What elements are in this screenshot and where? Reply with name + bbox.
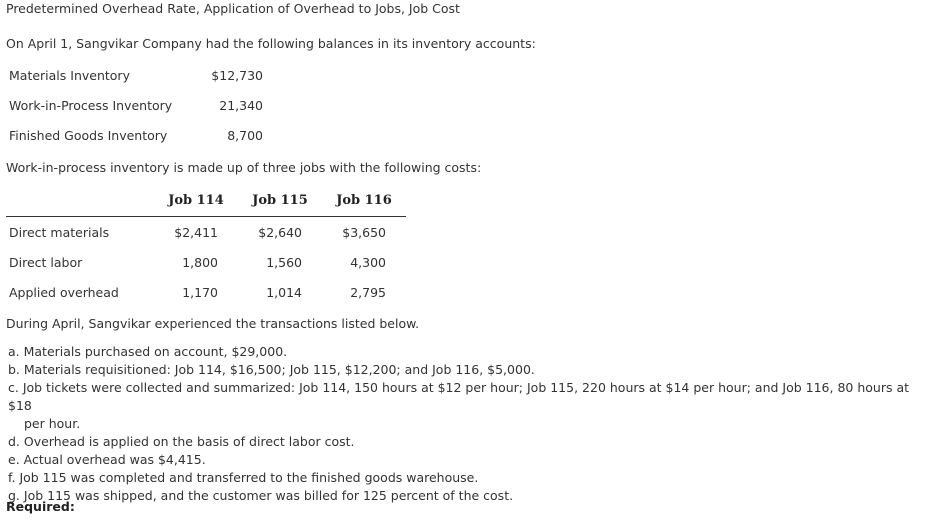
cost-cell: $2,640 bbox=[258, 225, 302, 240]
list-item bbox=[8, 361, 933, 379]
cost-cell: $3,650 bbox=[342, 225, 386, 240]
transaction-text-continued: per hour. bbox=[24, 416, 81, 431]
list-item bbox=[8, 469, 933, 487]
transaction-text: d. Overhead is applied on the basis of direct labor cost. bbox=[8, 434, 355, 449]
transaction-text: b. Materials requisitioned: Job 114, $16,500; Job 115, $12,200; and Job 116, $5,000. bbox=[8, 362, 535, 377]
job-costs-header bbox=[6, 190, 406, 217]
job-header: Job 115 bbox=[252, 193, 308, 208]
problem-title: Predetermined Overhead Rate, Application of Overhead to Jobs, Job Cost bbox=[6, 1, 460, 16]
cost-cell: 4,300 bbox=[350, 255, 386, 270]
cost-cell: $2,411 bbox=[174, 225, 218, 240]
transaction-text: a. Materials purchased on account, $29,000. bbox=[8, 344, 288, 359]
job-costs-table bbox=[6, 190, 406, 307]
inventory-value: $12,730 bbox=[211, 68, 263, 83]
transactions-list bbox=[8, 343, 933, 505]
intro-text: On April 1, Sangvikar Company had the following balances in its inventory accounts: bbox=[6, 36, 536, 51]
cost-label: Applied overhead bbox=[9, 285, 119, 300]
table-row bbox=[6, 217, 406, 247]
cost-cell: 1,560 bbox=[266, 255, 302, 270]
table-row bbox=[6, 277, 406, 307]
job-header: Job 116 bbox=[336, 193, 392, 208]
transaction-text: c. Job tickets were collected and summarized: Job 114, 150 hours at $12 per hour; Job 115, 220 hours at $14 per hour; and Job 116, 80 hours at $18 bbox=[8, 380, 910, 413]
inventory-label: Materials Inventory bbox=[9, 68, 130, 83]
cost-label: Direct labor bbox=[9, 255, 83, 270]
cost-cell: 1,800 bbox=[182, 255, 218, 270]
list-item bbox=[8, 451, 933, 469]
table-row bbox=[6, 247, 406, 277]
cost-cell: 1,014 bbox=[266, 285, 302, 300]
inventory-value: 21,340 bbox=[219, 98, 263, 113]
transaction-text: g. Job 115 was shipped, and the customer was billed for 125 percent of the cost. bbox=[8, 488, 514, 503]
inventory-label: Work-in-Process Inventory bbox=[9, 98, 173, 113]
job-header: Job 114 bbox=[168, 193, 224, 208]
list-item bbox=[8, 379, 933, 433]
list-item bbox=[8, 343, 933, 361]
inventory-label: Finished Goods Inventory bbox=[9, 128, 168, 143]
cost-cell: 1,170 bbox=[182, 285, 218, 300]
list-item bbox=[8, 433, 933, 451]
cost-label: Direct materials bbox=[9, 225, 110, 240]
wip-intro-text: Work-in-process inventory is made up of three jobs with the following costs: bbox=[6, 160, 482, 175]
cost-cell: 2,795 bbox=[350, 285, 386, 300]
transactions-intro: During April, Sangvikar experienced the transactions listed below. bbox=[6, 316, 420, 331]
required-heading: Required: bbox=[6, 499, 75, 514]
transaction-text: e. Actual overhead was $4,415. bbox=[8, 452, 206, 467]
list-item bbox=[8, 487, 933, 505]
transaction-text: f. Job 115 was completed and transferred to the finished goods warehouse. bbox=[8, 470, 479, 485]
inventory-value: 8,700 bbox=[227, 128, 263, 143]
